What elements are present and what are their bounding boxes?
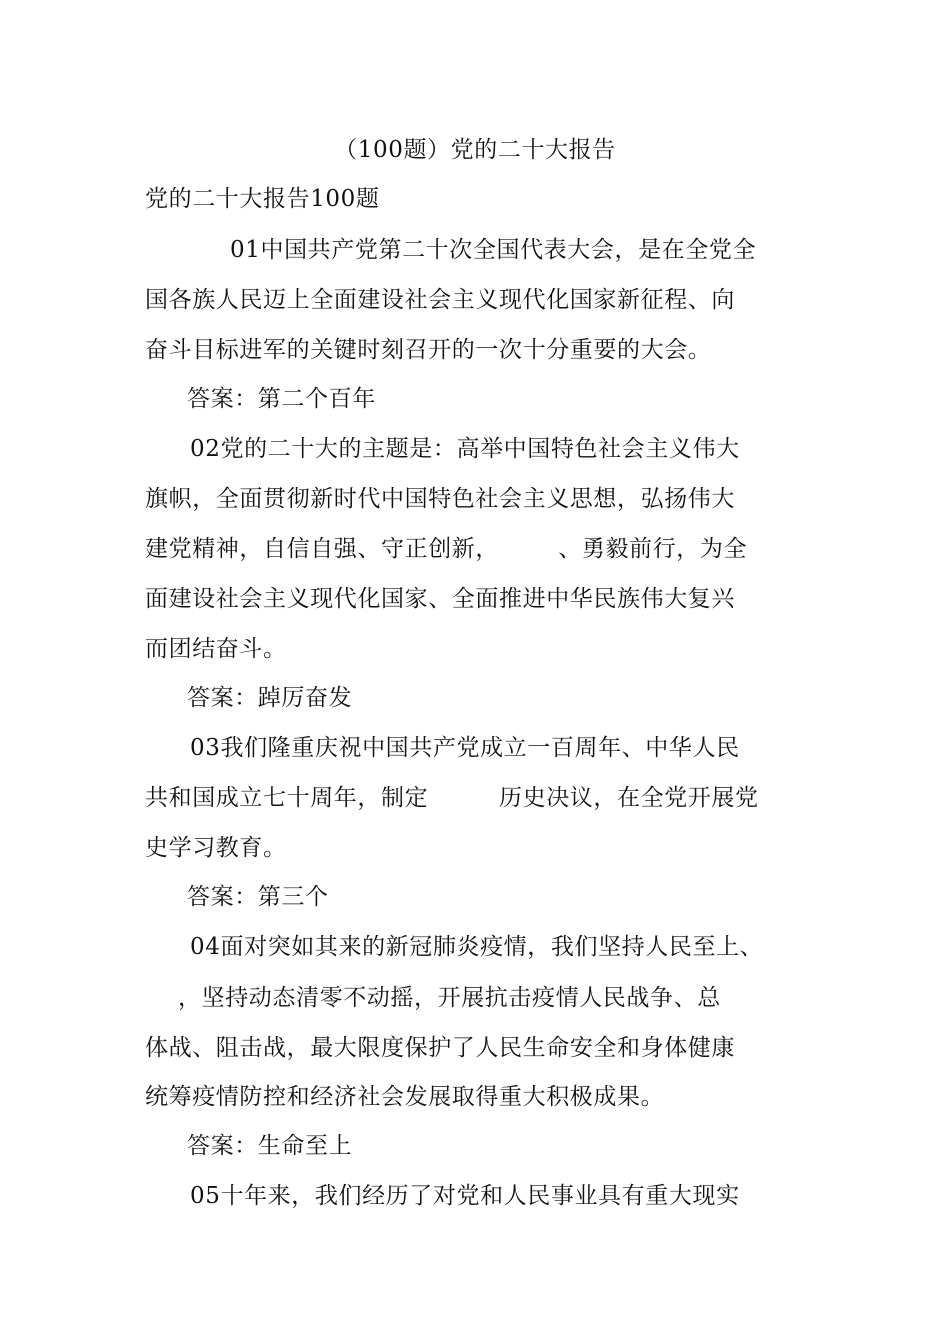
question-02-line-4: 面建设社会主义现代化国家、全面推进中华民族伟大复兴	[145, 586, 735, 612]
question-03-line-1: 03我们隆重庆祝中国共产党成立一百周年、中华人民	[190, 735, 740, 761]
question-02-line-1: 02党的二十大的主题是：高举中国特色社会主义伟大	[190, 436, 740, 462]
question-01-line-1: 01中国共产党第二十次全国代表大会，是在全党全	[230, 237, 757, 263]
question-04-line-2: ，坚持动态清零不动摇，开展抗击疫情人民战争、总	[178, 985, 721, 1011]
page-title: （100题）党的二十大报告	[334, 137, 616, 163]
question-02-line-2: 旗帜，全面贯彻新时代中国特色社会主义思想，弘扬伟大	[145, 486, 735, 512]
question-03-line-2: 共和国成立七十周年，制定 历史决议，在全党开展党	[145, 785, 759, 811]
question-05-line-1: 05十年来，我们经历了对党和人民事业具有重大现实	[190, 1183, 740, 1209]
question-04-line-4: 统筹疫情防控和经济社会发展取得重大积极成果。	[145, 1084, 665, 1110]
answer-01: 答案：第二个百年	[187, 386, 376, 412]
question-02-line-3: 建党精神，自信自强、守正创新， 、勇毅前行，为全	[145, 536, 748, 562]
answer-03: 答案：第三个	[187, 884, 329, 910]
question-02-line-5: 而团结奋斗。	[145, 636, 287, 662]
question-01-line-3: 奋斗目标进军的关键时刻召开的一次十分重要的大会。	[145, 337, 712, 363]
answer-04: 答案：生命至上	[187, 1133, 353, 1159]
question-01-line-2: 国各族人民迈上全面建设社会主义现代化国家新征程、向	[145, 287, 735, 313]
question-04-line-3: 体战、阻击战，最大限度保护了人民生命安全和身体健康	[145, 1035, 735, 1061]
answer-02: 答案：踔厉奋发	[187, 685, 353, 711]
question-04-line-1: 04面对突如其来的新冠肺炎疫情，我们坚持人民至上、	[190, 934, 764, 960]
question-03-line-3: 史学习教育。	[145, 835, 287, 861]
document-subtitle: 党的二十大报告100题	[145, 186, 380, 212]
